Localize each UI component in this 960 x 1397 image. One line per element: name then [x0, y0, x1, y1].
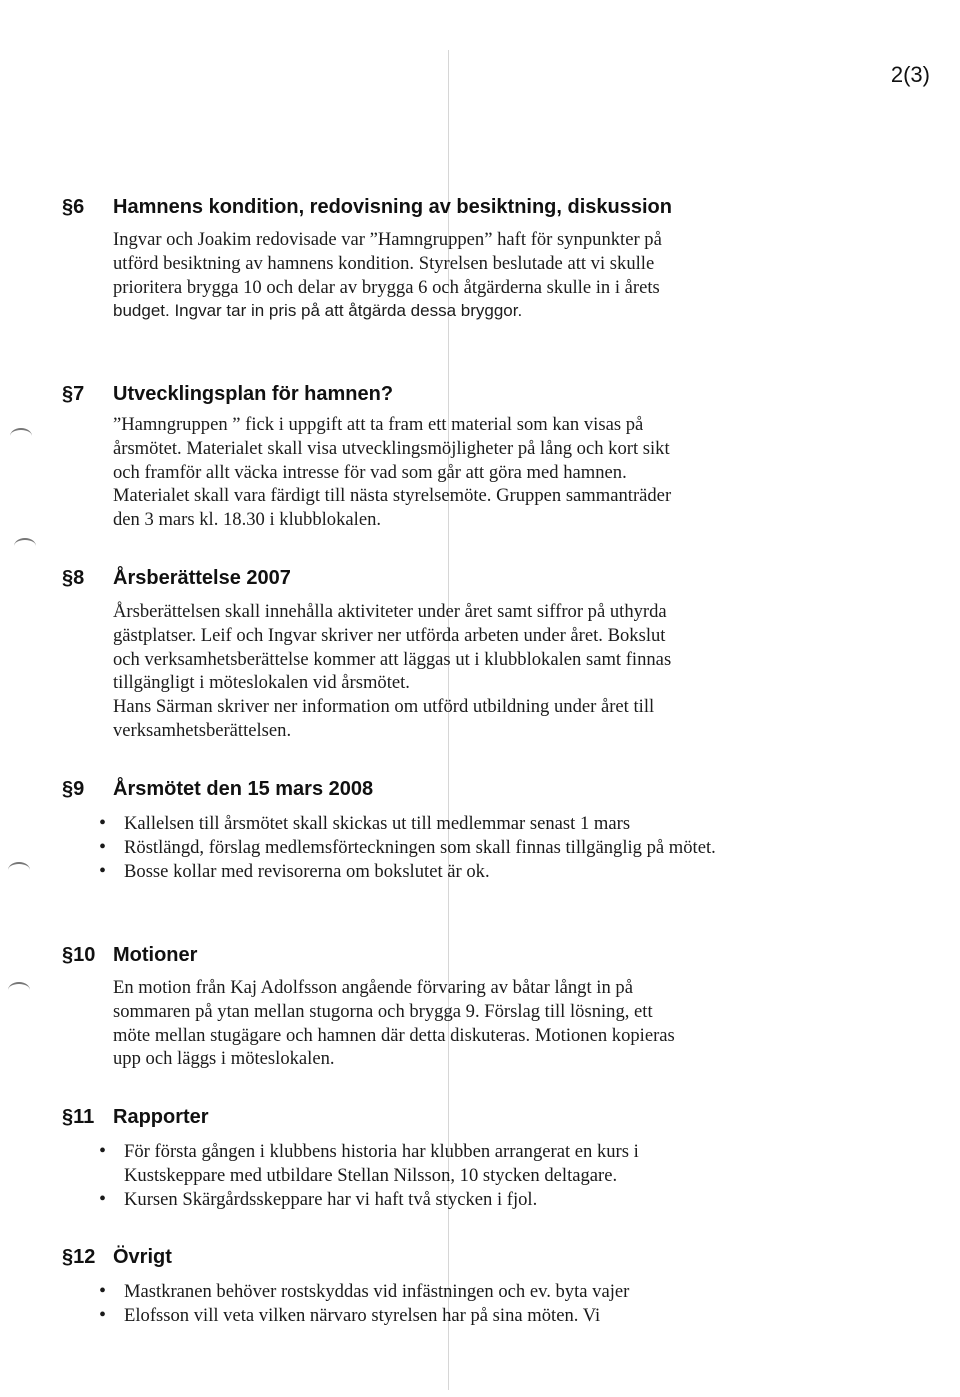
list-item: • Kallelsen till årsmötet skall skickas ut till medlemmar senast 1 mars — [99, 812, 739, 836]
list-item: • Elofsson vill veta vilken närvaro styrelsen har på sina möten. Vi — [99, 1304, 759, 1328]
body-line: utförd besiktning av hamnens kondition. Styrelsen beslutade att vi skulle — [113, 252, 655, 274]
body-line: möte mellan stugägare och hamnen där detta diskuteras. Motionen kopieras — [113, 1024, 675, 1046]
section-number: §6 — [62, 196, 85, 218]
page-number: 2(3) — [890, 62, 930, 87]
body-line: En motion från Kaj Adolfsson angående förvaring av båtar långt in på — [113, 977, 633, 998]
body-line: den 3 mars kl. 18.30 i klubblokalen. — [113, 509, 382, 531]
section-title: Motioner — [113, 944, 198, 966]
section-body — [113, 413, 902, 532]
body-line: gästplatser. Leif och Ingvar skriver ner utförda arbeten under året. Bokslut — [113, 624, 666, 646]
list-item: • Kursen Skärgårdsskeppare har vi haft två stycken i fjol. — [99, 1188, 739, 1212]
scan-margin-mark — [8, 862, 30, 878]
body-line: och verksamhetsberättelse kommer att läggas ut i klubblokalen samt finnas — [113, 648, 672, 670]
section-number: §7 — [62, 383, 85, 405]
section-title: Årsberättelse 2007 — [113, 567, 291, 589]
section-number: §10 — [62, 944, 96, 966]
section-title: Övrigt — [113, 1246, 172, 1268]
bullet-list — [99, 1140, 739, 1211]
section-6 — [62, 196, 902, 323]
section-number: §9 — [62, 778, 85, 800]
list-item: • Röstlängd, förslag medlemsförteckningen som skall finnas tillgänglig på mötet. — [99, 836, 739, 860]
scan-margin-mark — [10, 428, 32, 444]
section-number: §12 — [62, 1246, 96, 1268]
section-title: Rapporter — [113, 1106, 209, 1128]
section-9 — [62, 778, 902, 883]
section-body — [113, 600, 902, 743]
scan-margin-mark — [14, 538, 36, 554]
body-line: sommaren på ytan mellan stugorna och brygga 9. Förslag till lösning, ett — [113, 1000, 653, 1022]
section-7 — [62, 383, 902, 532]
bullet-list — [99, 812, 739, 883]
scan-margin-mark — [8, 982, 30, 998]
section-number: §8 — [62, 567, 85, 589]
body-line: ”Hamngruppen ” fick i uppgift att ta fram ett material som kan visas på — [113, 414, 644, 435]
bullet-list — [99, 1280, 759, 1328]
body-line: Ingvar och Joakim redovisade var ”Hamngruppen” haft för synpunkter på — [113, 229, 662, 250]
section-title: Årsmötet den 15 mars 2008 — [113, 778, 374, 800]
body-line: budget. Ingvar tar in pris på att åtgärda dessa bryggor. — [113, 301, 523, 321]
body-line: Hans Särman skriver ner information om utförd utbildning under året till — [113, 696, 655, 718]
body-line: Materialet skall vara färdigt till nästa styrelsemöte. Gruppen sammanträder — [113, 485, 672, 507]
body-line: prioritera brygga 10 och delar av brygga 6 och åtgärderna skulle in i årets — [113, 276, 660, 298]
list-item: • Mastkranen behöver rostskyddas vid infästningen och ev. byta vajer — [99, 1280, 759, 1304]
section-12 — [62, 1246, 902, 1328]
body-line: och framför allt väcka intresse för vad som går att göra med hamnen. — [113, 461, 627, 483]
section-11 — [62, 1106, 902, 1211]
section-number: §11 — [62, 1106, 95, 1128]
section-10 — [62, 944, 902, 1071]
section-title: Utvecklingsplan för hamnen? — [113, 383, 394, 405]
section-body — [113, 976, 902, 1071]
section-title: Hamnens kondition, redovisning av besiktning, diskussion — [113, 196, 672, 218]
body-line: årsmötet. Materialet skall visa utvecklingsmöjligheter på lång och kort sikt — [113, 437, 670, 459]
section-8 — [62, 567, 902, 743]
list-item: • Bosse kollar med revisorerna om bokslutet är ok. — [99, 860, 739, 884]
body-line: Årsberättelsen skall innehålla aktiviteter under året samt siffror på uthyrda — [113, 601, 667, 622]
body-line: verksamhetsberättelsen. — [113, 719, 292, 741]
list-item: • För första gången i klubbens historia har klubben arrangerat en kurs i Kustskeppare med utbildare Stellan Nilsson, 10 stycken deltagare. — [99, 1140, 739, 1188]
section-body — [113, 228, 902, 323]
body-line: tillgängligt i möteslokalen vid årsmötet. — [113, 672, 410, 694]
body-line: upp och läggs i möteslokalen. — [113, 1048, 335, 1070]
